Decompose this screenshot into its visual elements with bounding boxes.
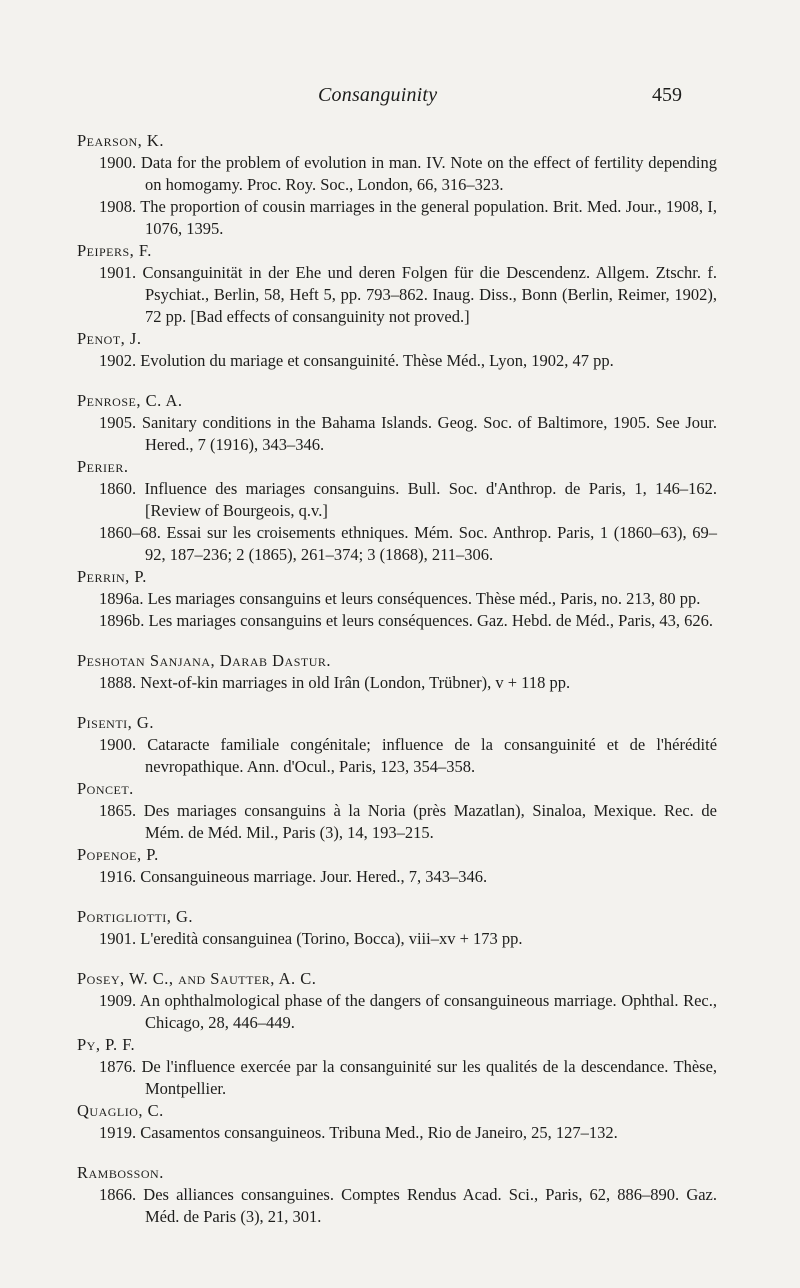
entry-reference (77, 990, 717, 1034)
bibliography-entry (77, 968, 717, 1034)
reference-text: Sanitary conditions in the Bahama Islands. Geog. Soc. of Baltimore, 1905. See Jour. Hered., 7 (1916), 343–346. (141, 413, 718, 454)
entry-author: Pisenti, G. (77, 713, 154, 732)
entry-reference (77, 1122, 717, 1144)
entry-reference (77, 588, 717, 610)
reference-year: 1901. (99, 263, 137, 282)
bibliography-entry (77, 328, 717, 372)
reference-text: Data for the problem of evolution in man. IV. Note on the effect of fertility depending on homogamy. Proc. Roy. Soc., London, 66, 316–323. (140, 153, 717, 194)
reference-year: 1866. (99, 1185, 137, 1204)
reference-text: De l'influence exercée par la consanguinité sur les qualités de la descendance. Thèse, Montpellier. (141, 1057, 718, 1098)
bibliography-entry (77, 1100, 717, 1144)
reference-text: Cataracte familiale congénitale; influence de la consanguinité et de l'hérédité nevropathique. Ann. d'Ocul., Paris, 123, 354–358. (145, 735, 718, 776)
entry-author: Penot, J. (77, 329, 142, 348)
reference-year: 1900. (99, 153, 137, 172)
entry-reference (77, 1184, 717, 1228)
reference-year: 1909. (99, 991, 137, 1010)
reference-text: Des mariages consanguins à la Noria (près Mazatlan), Sinaloa, Mexique. Rec. de Mém. de Méd. Mil., Paris (3), 14, 193–215. (143, 801, 718, 842)
running-title: Consanguinity (318, 84, 438, 106)
bibliography-entry (77, 456, 717, 566)
reference-text: Les mariages consanguins et leurs conséquences. Gaz. Hebd. de Méd., Paris, 43, 626. (148, 611, 714, 630)
entry-author: Perrin, P. (77, 567, 147, 586)
reference-year: 1919. (99, 1123, 137, 1142)
entry-reference (77, 350, 717, 372)
reference-text: Casamentos consanguineos. Tribuna Med., Rio de Janeiro, 25, 127–132. (140, 1123, 618, 1142)
reference-year: 1896a. (99, 589, 144, 608)
bibliography-entry (77, 712, 717, 778)
reference-text: Essai sur les croisements ethniques. Mém. Soc. Anthrop. Paris, 1 (1860–63), 69–92, 187–236; 2 (1865), 261–374; 3 (1868), 211–306. (145, 523, 717, 564)
entry-reference (77, 866, 717, 888)
bibliography-entry (77, 240, 717, 328)
reference-text: Consanguinität in der Ehe und deren Folgen für die Descendenz. Allgem. Ztschr. f. Psychiat., Berlin, 58, Heft 5, pp. 793–862. Inaug. Diss., Bonn (Berlin, Reimer, 1902), 72 pp. [Bad effects of consanguinity not proved.] (142, 263, 717, 326)
entry-reference (77, 734, 717, 778)
entry-reference (77, 800, 717, 844)
entry-reference (77, 1056, 717, 1100)
reference-text: Consanguineous marriage. Jour. Hered., 7, 343–346. (140, 867, 488, 886)
reference-text: Des alliances consanguines. Comptes Rendus Acad. Sci., Paris, 62, 886–890. Gaz. Méd. de Paris (3), 21, 301. (143, 1185, 718, 1226)
page-number: 459 (652, 84, 682, 106)
reference-year: 1900. (99, 735, 137, 754)
reference-year: 1860–68. (99, 523, 161, 542)
entry-author: Penrose, C. A. (77, 391, 183, 410)
reference-year: 1902. (99, 351, 137, 370)
entry-reference (77, 610, 717, 632)
bibliography-entry (77, 844, 717, 888)
reference-text: An ophthalmological phase of the dangers of consanguineous marriage. Ophthal. Rec., Chicago, 28, 446–449. (139, 991, 717, 1032)
entry-author: Pearson, K. (77, 131, 164, 150)
entry-spacer (77, 950, 717, 968)
entry-spacer (77, 694, 717, 712)
reference-year: 1901. (99, 929, 137, 948)
entry-author: Peshotan Sanjana, Darab Dastur. (77, 651, 332, 670)
reference-year: 1916. (99, 867, 137, 886)
reference-year: 1908. (99, 197, 137, 216)
entry-reference (77, 196, 717, 240)
bibliography-entry (77, 1034, 717, 1100)
entry-author: Rambosson. (77, 1163, 164, 1182)
reference-year: 1865. (99, 801, 137, 820)
bibliography-entry (77, 906, 717, 950)
entry-reference (77, 152, 717, 196)
reference-text: Influence des mariages consanguins. Bull. Soc. d'Anthrop. de Paris, 1, 146–162. [Review of Bourgeois, q.v.] (144, 479, 717, 520)
entry-author: Posey, W. C., and Sautter, A. C. (77, 969, 317, 988)
entry-author: Popenoe, P. (77, 845, 159, 864)
reference-year: 1860. (99, 479, 137, 498)
reference-text: Les mariages consanguins et leurs conséquences. Thèse méd., Paris, no. 213, 80 pp. (147, 589, 701, 608)
reference-text: Evolution du mariage et consanguinité. Thèse Méd., Lyon, 1902, 47 pp. (140, 351, 614, 370)
entry-author: Quaglio, C. (77, 1101, 164, 1120)
reference-year: 1888. (99, 673, 137, 692)
reference-year: 1905. (99, 413, 137, 432)
entry-reference (77, 928, 717, 950)
reference-year: 1896b. (99, 611, 145, 630)
entry-reference (77, 672, 717, 694)
bibliography-entry (77, 566, 717, 632)
entry-author: Portigliotti, G. (77, 907, 194, 926)
entry-reference (77, 522, 717, 566)
entry-reference (77, 478, 717, 522)
reference-text: The proportion of cousin marriages in the general population. Brit. Med. Jour., 1908, I, 1076, 1395. (140, 197, 718, 238)
entry-author: Poncet. (77, 779, 134, 798)
entry-spacer (77, 632, 717, 650)
entry-author: Perier. (77, 457, 129, 476)
entry-author: Py, P. F. (77, 1035, 136, 1054)
bibliography-entry (77, 1162, 717, 1228)
entry-author: Peipers, F. (77, 241, 152, 260)
bibliography-entry (77, 778, 717, 844)
entry-reference (77, 412, 717, 456)
entry-spacer (77, 888, 717, 906)
bibliography-list (77, 130, 717, 1228)
bibliography-entry (77, 650, 717, 694)
page-header (0, 84, 800, 114)
entry-spacer (77, 1144, 717, 1162)
reference-year: 1876. (99, 1057, 137, 1076)
entry-reference (77, 262, 717, 328)
bibliography-entry (77, 130, 717, 240)
reference-text: Next-of-kin marriages in old Irân (London, Trübner), v + 118 pp. (140, 673, 571, 692)
bibliography-entry (77, 390, 717, 456)
reference-text: L'eredità consanguinea (Torino, Bocca), viii–xv + 173 pp. (140, 929, 523, 948)
entry-spacer (77, 372, 717, 390)
